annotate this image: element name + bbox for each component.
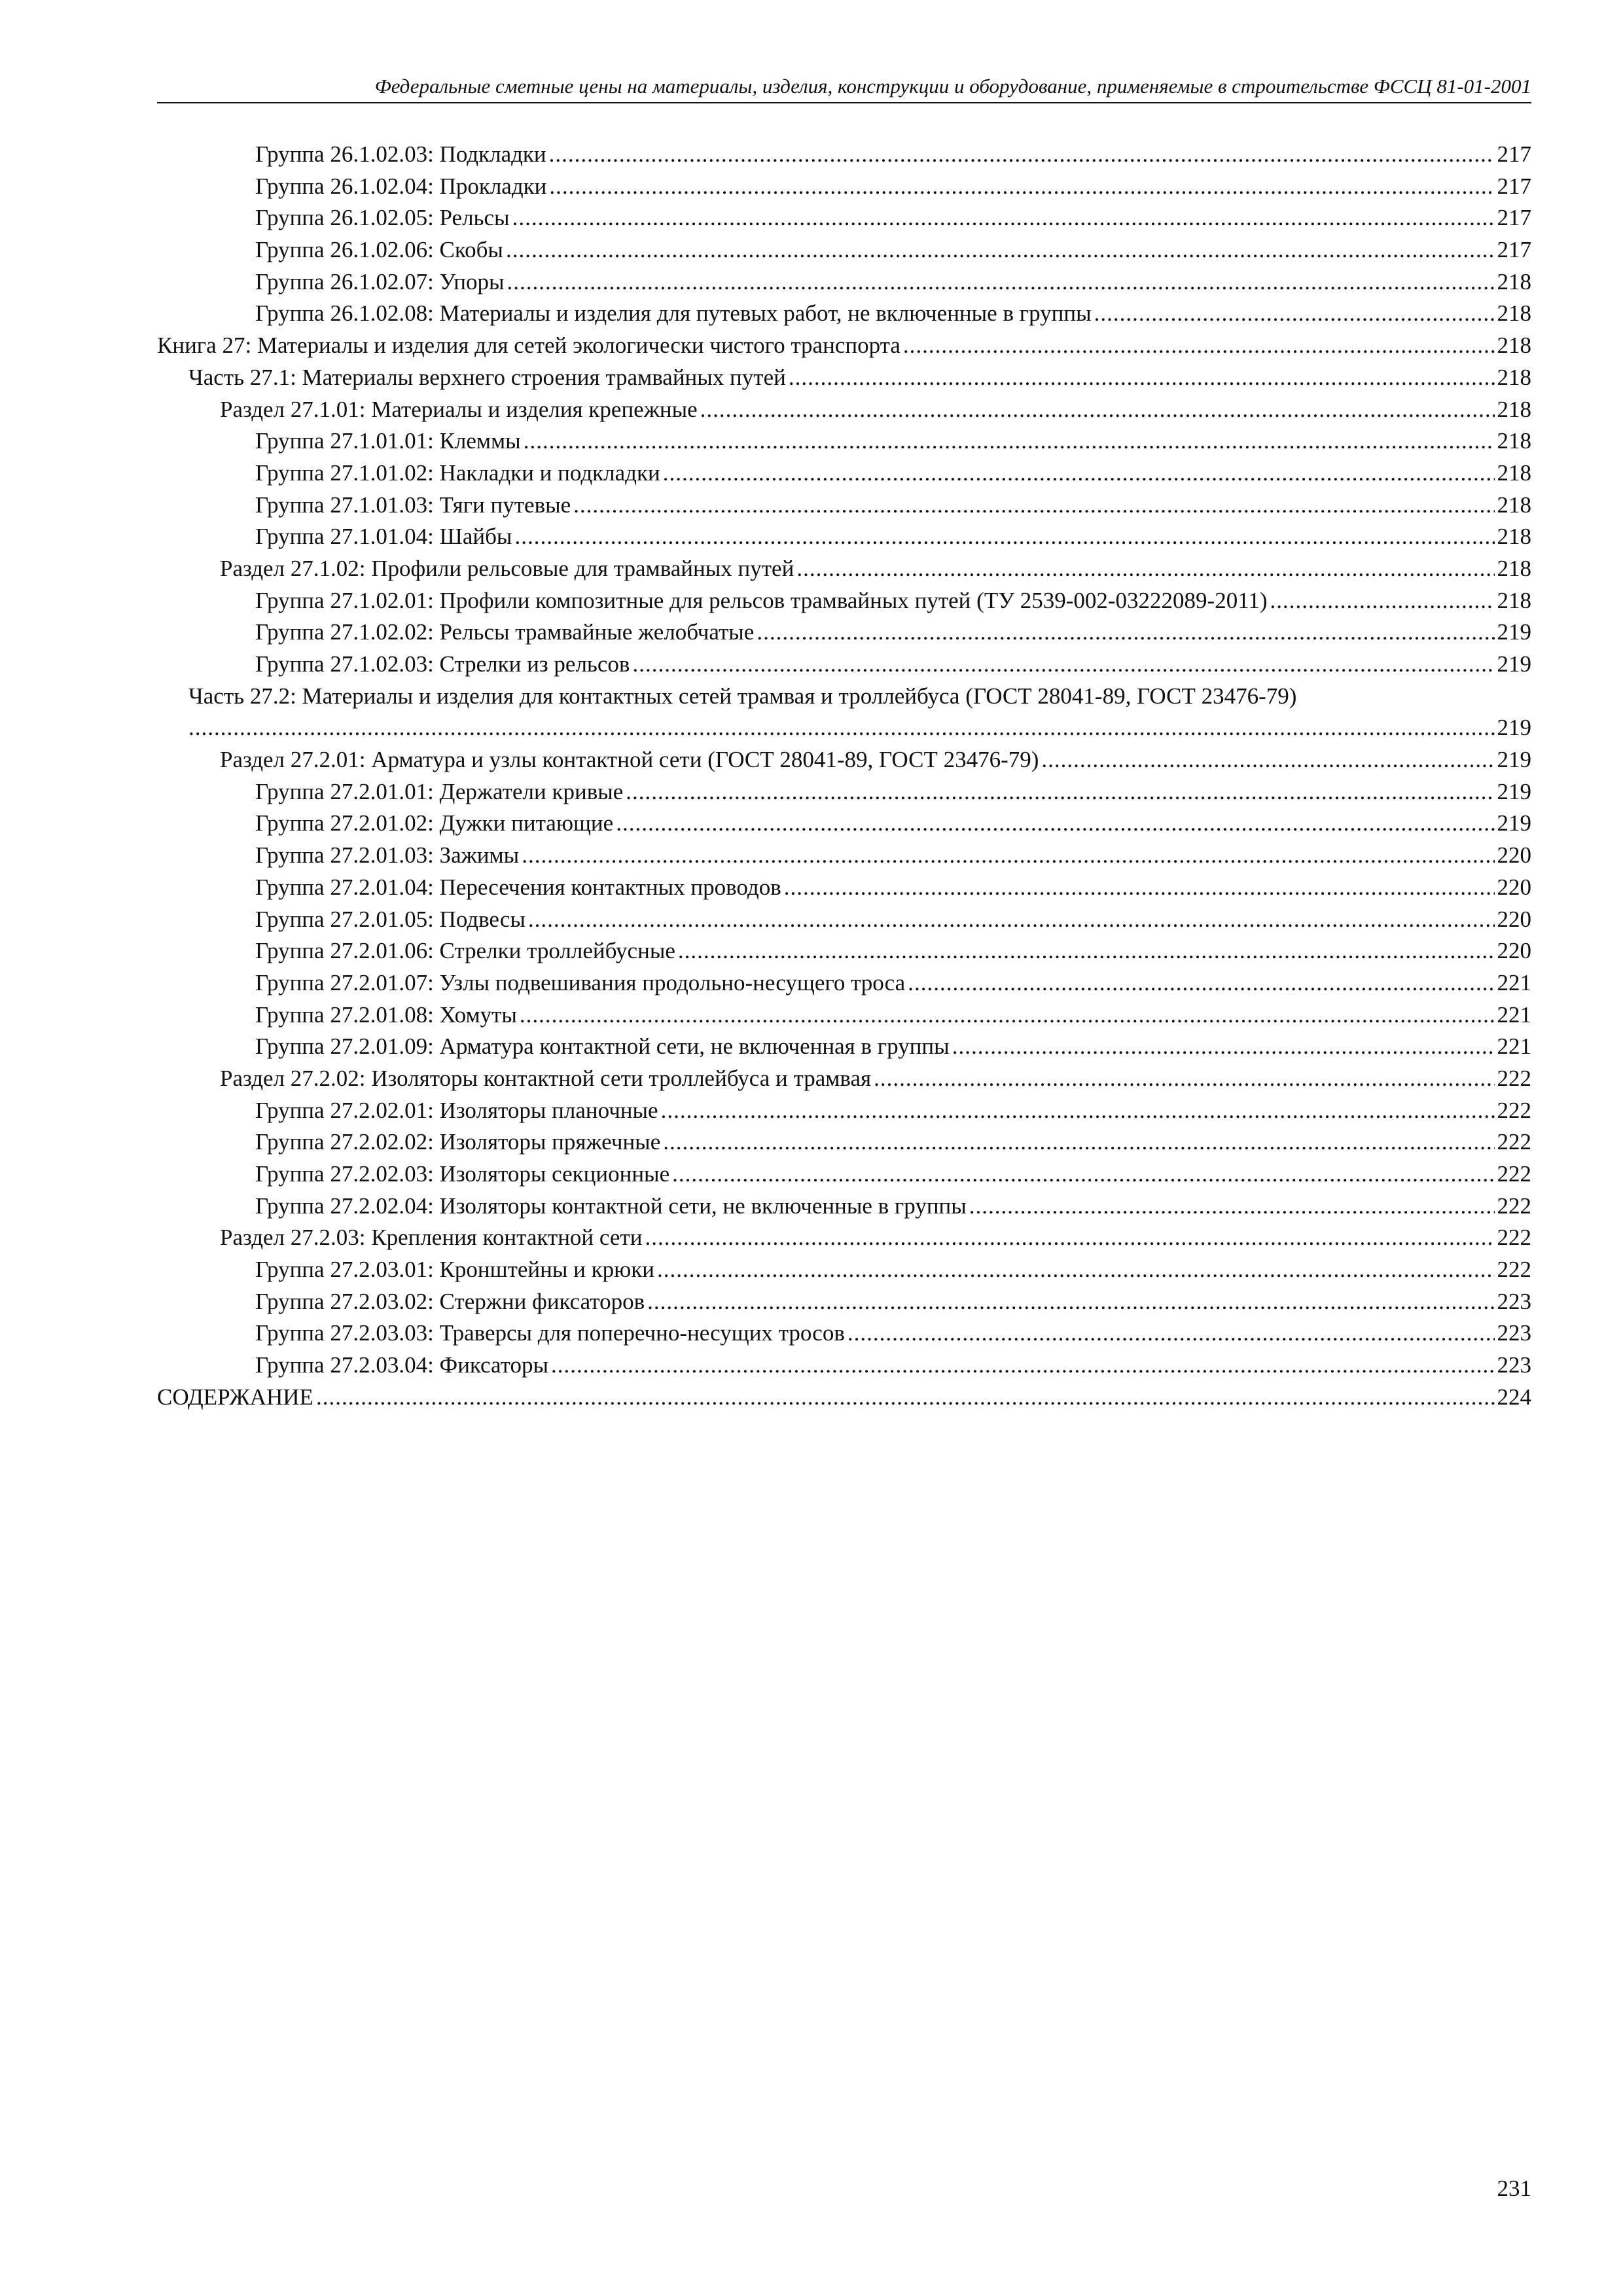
toc-entry[interactable] [0,425,1623,457]
toc-entry[interactable] [0,298,1623,330]
toc-leader-dots [757,617,1494,649]
toc-leader-dots [657,1254,1495,1286]
toc-entry-page: 222 [1497,1097,1531,1123]
toc-entry-page: 218 [1497,587,1531,613]
toc-entry-title: Группа 27.2.01.07: Узлы подвешивания продольно-несущего троса [255,969,906,996]
toc-entry-title: Группа 26.1.02.06: Скобы [255,237,503,263]
toc-entry[interactable] [0,649,1623,681]
toc-leader-dots [626,776,1494,808]
toc-entry-title: СОДЕРЖАНИЕ [157,1384,313,1410]
page-number: 231 [1497,2176,1531,2201]
toc-entry-page: 223 [1497,1320,1531,1346]
toc-entry[interactable] [0,1095,1623,1127]
toc-leader-dots [789,362,1495,394]
toc-leader-dots [551,1350,1495,1382]
toc-entry[interactable] [0,1222,1623,1254]
toc-entry-title: Группа 27.2.03.01: Кронштейны и крюки [255,1257,654,1283]
toc-entry-title: Группа 27.2.03.02: Стержни фиксаторов [255,1288,645,1314]
header-divider [157,102,1531,103]
toc-leader-dots [549,139,1495,171]
toc-entry[interactable] [0,234,1623,266]
toc-entry[interactable] [0,394,1623,426]
toc-entry-page: 221 [1497,1001,1531,1028]
toc-entry-title: Группа 27.2.01.04: Пересечения контактных проводов [255,874,781,900]
toc-entry-page: 219 [1497,810,1531,836]
toc-leader-dots [524,425,1495,457]
toc-entry[interactable] [0,1318,1623,1350]
toc-leader-dots [507,266,1495,298]
toc-leader-dots [969,1191,1495,1223]
toc-entry-title: Группа 26.1.02.04: Прокладки [255,173,547,199]
toc-leader-dots [520,999,1495,1031]
toc-entry-page: 218 [1497,364,1531,390]
running-header: Федеральные сметные цены на материалы, изделия, конструкции и оборудование, применяемые в строительстве ФССЦ 81-01-2001 [374,75,1531,98]
toc-entry[interactable] [0,776,1623,808]
table-of-contents [0,139,1623,1414]
toc-entry-page: 218 [1497,268,1531,295]
toc-entry[interactable] [0,1063,1623,1095]
toc-entry[interactable] [0,1382,1623,1414]
toc-entry-title: Группа 27.1.02.01: Профили композитные для рельсов трамвайных путей (ТУ 2539-002-03222089-2011) [255,587,1268,613]
toc-leader-dots [188,712,1495,744]
toc-entry[interactable] [0,266,1623,298]
toc-entry-title: Группа 27.1.02.03: Стрелки из рельсов [255,651,630,677]
toc-entry-page: 221 [1497,969,1531,996]
toc-leader-dots [952,1031,1495,1063]
toc-leader-dots [512,202,1495,234]
toc-entry[interactable] [0,139,1623,171]
toc-entry-page: 222 [1497,1193,1531,1219]
toc-entry[interactable] [0,1191,1623,1223]
toc-leader-dots [784,872,1495,904]
toc-entry-page: 217 [1497,173,1531,199]
toc-entry-page: 219 [1497,778,1531,804]
toc-entry-page: 219 [1497,651,1531,677]
toc-entry[interactable] [0,744,1623,776]
toc-entry-title: Часть 27.1: Материалы верхнего строения трамвайных путей [188,364,786,390]
toc-leader-dots [1041,744,1494,776]
toc-entry-page: 218 [1497,396,1531,422]
toc-entry[interactable] [0,617,1623,649]
toc-entry-page: 222 [1497,1225,1531,1251]
toc-entry[interactable] [0,967,1623,999]
toc-entry-title: Группа 27.2.02.04: Изоляторы контактной сети, не включенные в группы [255,1193,967,1219]
toc-leader-dots [1270,585,1495,617]
toc-entry[interactable] [0,1254,1623,1286]
toc-entry-title: Группа 27.1.01.02: Накладки и подкладки [255,459,660,486]
toc-leader-dots [573,490,1494,522]
toc-leader-dots [661,1095,1495,1127]
toc-entry-title: Группа 27.2.01.03: Зажимы [255,842,520,869]
toc-leader-dots [616,808,1494,840]
toc-entry-title: Группа 27.2.03.04: Фиксаторы [255,1352,548,1378]
toc-entry-page: 220 [1497,906,1531,932]
toc-entry-page: 219 [1497,747,1531,773]
toc-entry-title: Группа 27.1.01.04: Шайбы [255,524,512,550]
toc-entry[interactable] [0,935,1623,967]
toc-leader-dots [632,649,1494,681]
toc-entry[interactable] [0,1126,1623,1158]
toc-entry[interactable] [0,202,1623,234]
toc-entry-page: 218 [1497,459,1531,486]
toc-leader-dots [1094,298,1495,330]
toc-leader-dots [528,904,1495,936]
toc-entry[interactable] [0,585,1623,617]
toc-leader-dots [700,394,1495,426]
toc-entry-page: 218 [1497,300,1531,327]
toc-entry-title: Группа 27.2.02.02: Изоляторы пряжечные [255,1129,661,1155]
toc-entry-page: 223 [1497,1352,1531,1378]
toc-entry[interactable] [0,457,1623,490]
toc-entry-page: 222 [1497,1257,1531,1283]
toc-entry-title: Раздел 27.2.02: Изоляторы контактной сети троллейбуса и трамвая [220,1065,872,1091]
toc-entry-page: 222 [1497,1161,1531,1187]
toc-entry[interactable] [0,490,1623,522]
toc-leader-dots [647,1286,1494,1318]
toc-entry-title: Раздел 27.1.02: Профили рельсовые для трамвайных путей [220,555,794,581]
toc-entry-page: 217 [1497,237,1531,263]
toc-entry[interactable] [0,681,1623,744]
toc-leader-dots [663,457,1495,490]
toc-entry-title: Раздел 27.1.01: Материалы и изделия крепежные [220,396,698,422]
toc-entry-title: Группа 26.1.02.07: Упоры [255,268,505,295]
toc-entry-page: 224 [1497,1384,1531,1410]
toc-entry-title: Группа 27.2.03.03: Траверсы для поперечно-несущих тросов [255,1320,845,1346]
toc-leader-dots [847,1318,1495,1350]
toc-entry-page: 219 [1497,715,1531,741]
toc-entry-title: Книга 27: Материалы и изделия для сетей экологически чистого транспорта [157,332,901,359]
toc-leader-dots [549,171,1494,203]
toc-entry-title: Группа 27.1.01.01: Клеммы [255,428,521,454]
toc-entry-title: Группа 27.2.02.01: Изоляторы планочные [255,1097,658,1123]
toc-entry-title: Группа 27.1.01.03: Тяги путевые [255,492,571,518]
toc-entry-page: 218 [1497,332,1531,359]
toc-entry[interactable] [0,1286,1623,1318]
toc-entry-page: 218 [1497,428,1531,454]
toc-entry-title: Группа 27.2.01.01: Держатели кривые [255,778,624,804]
toc-entry[interactable] [0,999,1623,1031]
toc-entry[interactable] [0,808,1623,840]
toc-leader-dots [796,553,1494,585]
toc-entry-title: Группа 27.2.01.06: Стрелки троллейбусные [255,938,675,964]
toc-entry-page: 220 [1497,938,1531,964]
toc-entry-page: 218 [1497,524,1531,550]
toc-entry-title: Группа 27.2.02.03: Изоляторы секционные [255,1161,670,1187]
toc-entry-title: Группа 27.1.02.02: Рельсы трамвайные желобчатые [255,619,755,645]
toc-entry[interactable] [0,1158,1623,1191]
toc-entry-page: 221 [1497,1033,1531,1060]
toc-leader-dots [903,330,1495,362]
toc-entry-page: 220 [1497,842,1531,869]
toc-entry-title: Группа 26.1.02.03: Подкладки [255,141,546,167]
toc-entry-title: Группа 27.2.01.09: Арматура контактной сети, не включенная в группы [255,1033,950,1060]
toc-entry-title: Группа 27.2.01.05: Подвесы [255,906,526,932]
toc-leader-dots [316,1382,1495,1414]
toc-entry[interactable] [0,872,1623,904]
toc-entry-title: Раздел 27.2.03: Крепления контактной сети [220,1225,643,1251]
toc-leader-dots [514,521,1494,553]
toc-leader-dots [645,1222,1494,1254]
toc-entry-title: Группа 27.2.01.02: Дужки питающие [255,810,614,836]
toc-entry-page: 222 [1497,1129,1531,1155]
toc-leader-dots [672,1158,1494,1191]
toc-entry[interactable] [0,330,1623,362]
toc-entry-page: 219 [1497,619,1531,645]
toc-entry[interactable] [0,840,1623,872]
toc-entry-page: 222 [1497,1065,1531,1091]
toc-entry-title: Группа 26.1.02.05: Рельсы [255,205,510,231]
toc-entry[interactable] [0,1031,1623,1063]
toc-entry-page: 217 [1497,141,1531,167]
toc-entry[interactable] [0,171,1623,203]
toc-entry[interactable] [0,553,1623,585]
toc-entry-title: Группа 27.2.01.08: Хомуты [255,1001,517,1028]
toc-entry-page: 218 [1497,492,1531,518]
toc-entry[interactable] [0,1350,1623,1382]
toc-entry-title: Раздел 27.2.01: Арматура и узлы контактной сети (ГОСТ 28041-89, ГОСТ 23476-79) [220,747,1039,773]
toc-leader-dots [506,234,1495,266]
toc-leader-dots [874,1063,1494,1095]
toc-entry-page: 220 [1497,874,1531,900]
toc-leader-dots [678,935,1495,967]
toc-leader-dots [908,967,1494,999]
toc-entry-page: 223 [1497,1288,1531,1314]
toc-entry[interactable] [0,362,1623,394]
toc-entry-title: Часть 27.2: Материалы и изделия для контактных сетей трамвая и троллейбуса (ГОСТ 28041-89, ГОСТ 23476-79) [188,683,1297,709]
toc-entry-page: 217 [1497,205,1531,231]
toc-entry[interactable] [0,904,1623,936]
toc-entry-title: Группа 26.1.02.08: Материалы и изделия для путевых работ, не включенные в группы [255,300,1092,327]
toc-entry-page: 218 [1497,555,1531,581]
toc-leader-dots [663,1126,1494,1158]
toc-entry[interactable] [0,521,1623,553]
toc-leader-dots [522,840,1494,872]
